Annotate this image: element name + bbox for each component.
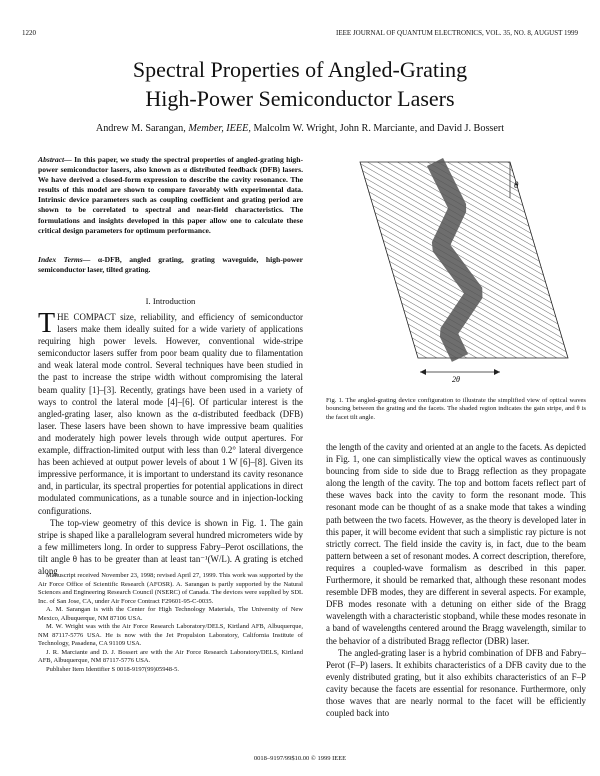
paper-title	[0, 55, 600, 113]
other-authors: Malcolm W. Wright, John R. Marciante, and David J. Bossert	[253, 123, 505, 134]
author-1-role: Member, IEEE,	[188, 123, 251, 134]
drop-cap: T	[38, 308, 56, 339]
figure-1-device-diagram	[340, 158, 588, 386]
index-terms	[38, 255, 303, 275]
footnote-author-3: J. R. Marciante and D. J. Bossert are with the Air Force Research Laboratory/DELS, Kirtland AFB, Albuquerque, NM 87117-5776 USA.	[38, 648, 303, 664]
footnotes	[38, 572, 303, 674]
abstract-body: In this paper, we study the spectral properties of angled-grating high-power semiconductor lasers, also known as α distributed feedback (DFB) lasers. We have derived a closed-form expression to describe the cavity resonance. The results of this model are shown to compare favorably with experimental data. Intrinsic device parameters such as coupling coefficient and grating period are shown to be correlated to spectral and near-field characteristics. The formulations and insights developed in this paper allow one to calculate these critical design parameters for optimum performance.	[38, 155, 303, 235]
footnote-publisher-id: Publisher Item Identifier S 0018-9197(99)05948-5.	[46, 665, 180, 673]
grating-region	[360, 162, 568, 358]
journal-info: IEEE JOURNAL OF QUANTUM ELECTRONICS, VOL. 35, NO. 8, AUGUST 1999	[336, 29, 578, 37]
author-list	[0, 123, 600, 134]
abstract	[38, 155, 303, 236]
dimension-label: 2θ	[452, 375, 460, 384]
footnote-manuscript: Manuscript received November 23, 1998; revised April 27, 1999. This work was supported by the Air Force Office of Scientific Research (AFOSR). A. Sarangan is partly supported by the Natural Sciences and Engineering Research Council (NSERC) of Canada. The devices were supplied by SDL Inc. of San Jose, CA, under Air Force Contract F29601-95-C-0035.	[38, 572, 303, 605]
title-line-2: High-Power Semiconductor Lasers	[145, 86, 455, 111]
index-terms-body: α-DFB, angled grating, grating waveguide, high-power semiconductor laser, tilted grating.	[38, 255, 304, 275]
arrow-head-right	[494, 369, 500, 375]
introduction-text	[38, 308, 303, 577]
right-paragraph-2: The angled-grating laser is a hybrid combination of DFB and Fabry–Perot (F–P) lasers. It exhibits characteristics of a DFB cavity due to the evenly distributed grating, but it also exhibits characteristics of an F–P cavity because the facets are essential for resonance. Furthermore, only those waves that are nearly normal to the facet will be efficiently coupled back into	[326, 647, 586, 719]
arrow-head-left	[420, 369, 426, 375]
copyright-line: 0018–9197/99$10.00 © 1999 IEEE	[253, 755, 347, 762]
page-number: 1220	[22, 29, 36, 37]
intro-p1-text: HE COMPACT size, reliability, and efficiency of semiconductor lasers make them ideally suited for a wide variety of applications requiring high power levels. However, conventional wide-stripe semiconductor lasers suffer from poor beam quality due to filamentation and weak lateral mode control. Several techniques have been studied in the past to increase the stripe width without compromising the lateral beam quality [1]–[3]. Recently, gratings have been used in a variety of ways to control the lateral mode [4]–[6]. Of particular interest is the angled-grating laser, also known as the α-distributed feedback (DFB) laser. These lasers have been shown to have impressive beam qualities and moderately high power levels through wide output apertures. For example, diffraction-limited output with less than 0.2° lateral divergence has been achieved at output power levels of about 1 W [6]–[8]. Given its impressive performance, it is important to understand its cavity resonance and, in particular, its spectral properties for potential applications in direct modulated communications, as a tunable source and in injection-locking configurations.	[38, 312, 303, 516]
footnote-author-2: M. W. Wright was with the Air Force Research Laboratory/DELS, Kirtland AFB, Albuquerque, NM 87117-5776 USA. He is now with the Jet Propulsion Laboratory, California Institute of Technology, Pasadena, CA 91109 USA.	[38, 623, 303, 647]
intro-paragraph-2: The top-view geometry of this device is shown in Fig. 1. The gain stripe is shaped like a parallelogram several hundred micrometers wide by a few millimeters long. In order to suppress Fabry–Perot oscillations, the tilt angle θ has to be greater than at least tan⁻¹(W/L). A grating is etched along	[38, 517, 303, 576]
theta-label: θ	[514, 180, 519, 190]
figure-1-caption: Fig. 1. The angled-grating device configuration to illustrate the simplified view of optical waves bouncing between the grating and the facets. The shaded region indicates the gain stripe, and θ is the facet tilt angle.	[326, 397, 586, 421]
index-terms-label: Index Terms—	[38, 255, 91, 264]
author-1: Andrew M. Sarangan,	[95, 123, 186, 134]
right-column-text	[326, 441, 586, 719]
footnote-author-1: A. M. Sarangan is with the Center for High Technology Materials, The University of New Mexico, Albuquerque, NM 87106 USA.	[38, 606, 303, 622]
title-line-1: Spectral Properties of Angled-Grating	[132, 57, 468, 82]
abstract-label: Abstract—	[38, 155, 72, 164]
intro-paragraph-1	[38, 308, 303, 517]
section-heading: I. Introduction	[145, 296, 196, 306]
right-paragraph-1: the length of the cavity and oriented at an angle to the facets. As depicted in Fig. 1, one can simplistically view the optical waves as continuously bouncing from side to side due to Bragg reflection as they propagate along the length of the cavity. The top and bottom facets reflect part of these waves back into the cavity to form the resonant mode. This resonant mode can be thought of as a snake mode that takes a winding path between the two facets. However, as the theory is developed later in this paper, it will become evident that such a simplistic ray picture is not strictly correct. The field inside the cavity is, in fact, due to the beam pattern between a set of resonant modes. A correct description, therefore, requires a coupled-wave formalism as described in this paper. Furthermore, it should be remarked that, although these resonant modes resemble DFB modes, they are different in several aspects. For example, DFB modes resonate with a detuning on either side of the Bragg wavelength with a characteristic stopband, while these modes resonate in a band of wavelengths centered around the Bragg wavelength, similar to the behavior of a distributed Bragg reflector (DBR) laser.	[326, 442, 586, 646]
